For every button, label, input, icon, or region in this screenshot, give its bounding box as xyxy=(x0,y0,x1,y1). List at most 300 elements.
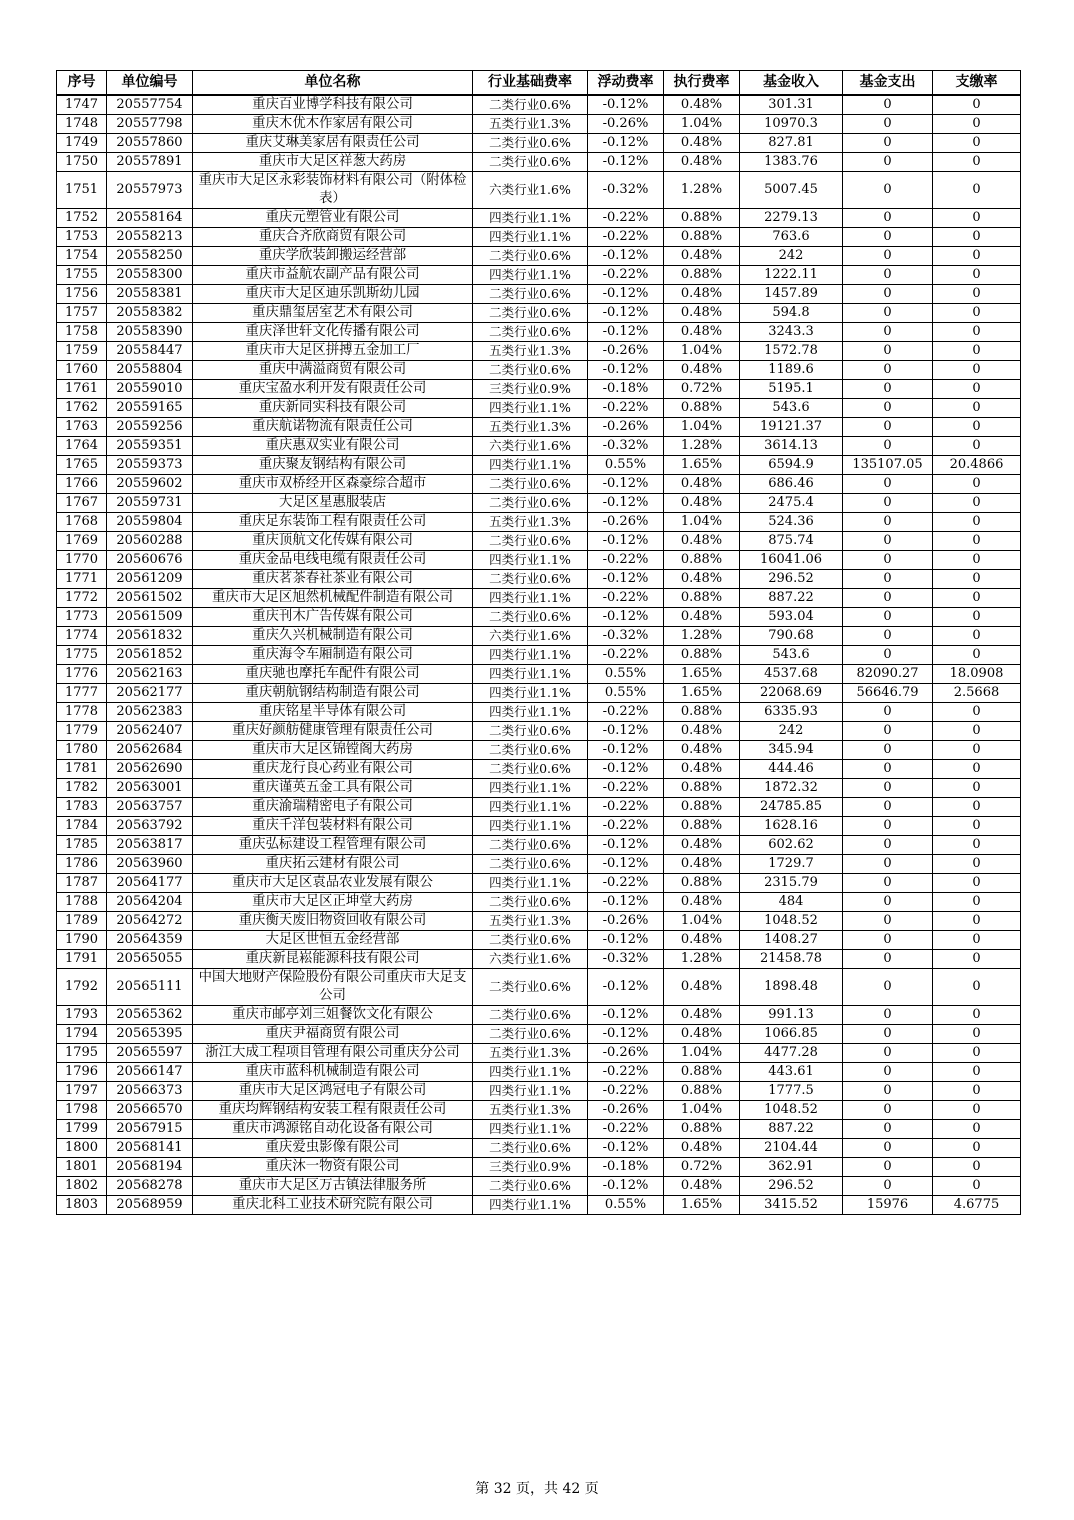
seq-cell: 1790 xyxy=(57,931,107,950)
fund-expense-cell: 15976 xyxy=(843,1196,933,1215)
fund-expense-cell: 0 xyxy=(843,513,933,532)
exec-rate-cell: 0.88% xyxy=(664,874,740,893)
exec-rate-cell: 0.88% xyxy=(664,209,740,228)
fund-table xyxy=(56,70,1021,1215)
pay-ratio-cell: 0 xyxy=(933,494,1021,513)
unit-code-cell: 20562163 xyxy=(107,665,193,684)
table-row xyxy=(57,1063,1021,1082)
base-rate-cell: 二类行业0.6% xyxy=(473,570,588,589)
base-rate-cell: 四类行业1.1% xyxy=(473,798,588,817)
table-row xyxy=(57,1196,1021,1215)
fund-income-cell: 3243.3 xyxy=(740,323,843,342)
exec-rate-cell: 1.65% xyxy=(664,684,740,703)
fund-income-cell: 763.6 xyxy=(740,228,843,247)
unit-name-cell: 重庆渝瑞精密电子有限公司 xyxy=(193,798,473,817)
pay-ratio-cell: 0 xyxy=(933,1177,1021,1196)
exec-rate-cell: 0.48% xyxy=(664,722,740,741)
seq-cell: 1802 xyxy=(57,1177,107,1196)
table-row xyxy=(57,703,1021,722)
seq-cell: 1754 xyxy=(57,247,107,266)
seq-cell: 1748 xyxy=(57,115,107,134)
float-rate-cell: -0.32% xyxy=(588,172,664,209)
seq-cell: 1793 xyxy=(57,1006,107,1025)
table-row xyxy=(57,1177,1021,1196)
seq-cell: 1795 xyxy=(57,1044,107,1063)
table-row xyxy=(57,304,1021,323)
base-rate-cell: 五类行业1.3% xyxy=(473,418,588,437)
seq-cell: 1763 xyxy=(57,418,107,437)
fund-expense-cell: 0 xyxy=(843,931,933,950)
col-header-seq: 序号 xyxy=(57,71,107,96)
fund-expense-cell: 0 xyxy=(843,247,933,266)
pay-ratio-cell: 0 xyxy=(933,342,1021,361)
fund-income-cell: 1729.7 xyxy=(740,855,843,874)
seq-cell: 1753 xyxy=(57,228,107,247)
seq-cell: 1774 xyxy=(57,627,107,646)
col-header-base-rate: 行业基础费率 xyxy=(473,71,588,96)
table-row xyxy=(57,95,1021,115)
float-rate-cell: -0.26% xyxy=(588,1044,664,1063)
exec-rate-cell: 0.48% xyxy=(664,1177,740,1196)
table-row xyxy=(57,817,1021,836)
col-header-float-rate: 浮动费率 xyxy=(588,71,664,96)
unit-code-cell: 20561852 xyxy=(107,646,193,665)
float-rate-cell: -0.12% xyxy=(588,247,664,266)
unit-name-cell: 重庆茗茶春社茶业有限公司 xyxy=(193,570,473,589)
unit-name-cell: 重庆足东装饰工程有限责任公司 xyxy=(193,513,473,532)
seq-cell: 1769 xyxy=(57,532,107,551)
fund-income-cell: 1189.6 xyxy=(740,361,843,380)
base-rate-cell: 四类行业1.1% xyxy=(473,1063,588,1082)
fund-expense-cell: 0 xyxy=(843,418,933,437)
seq-cell: 1755 xyxy=(57,266,107,285)
fund-income-cell: 686.46 xyxy=(740,475,843,494)
fund-income-cell: 345.94 xyxy=(740,741,843,760)
fund-expense-cell: 0 xyxy=(843,209,933,228)
pay-ratio-cell: 0 xyxy=(933,172,1021,209)
seq-cell: 1750 xyxy=(57,153,107,172)
pay-ratio-cell: 0 xyxy=(933,513,1021,532)
exec-rate-cell: 0.88% xyxy=(664,589,740,608)
pay-ratio-cell: 0 xyxy=(933,836,1021,855)
fund-expense-cell: 0 xyxy=(843,1177,933,1196)
pay-ratio-cell: 0 xyxy=(933,741,1021,760)
base-rate-cell: 四类行业1.1% xyxy=(473,456,588,475)
seq-cell: 1761 xyxy=(57,380,107,399)
float-rate-cell: -0.26% xyxy=(588,418,664,437)
base-rate-cell: 二类行业0.6% xyxy=(473,532,588,551)
base-rate-cell: 四类行业1.1% xyxy=(473,551,588,570)
seq-cell: 1781 xyxy=(57,760,107,779)
fund-income-cell: 593.04 xyxy=(740,608,843,627)
float-rate-cell: -0.12% xyxy=(588,475,664,494)
unit-code-cell: 20559731 xyxy=(107,494,193,513)
table-row xyxy=(57,893,1021,912)
unit-name-cell: 重庆宝盈水利开发有限责任公司 xyxy=(193,380,473,399)
unit-code-cell: 20557860 xyxy=(107,134,193,153)
unit-name-cell: 重庆拓云建材有限公司 xyxy=(193,855,473,874)
table-row xyxy=(57,494,1021,513)
exec-rate-cell: 0.88% xyxy=(664,798,740,817)
fund-income-cell: 242 xyxy=(740,247,843,266)
table-row xyxy=(57,361,1021,380)
unit-name-cell: 重庆沐一物资有限公司 xyxy=(193,1158,473,1177)
exec-rate-cell: 0.48% xyxy=(664,304,740,323)
fund-income-cell: 1408.27 xyxy=(740,931,843,950)
pay-ratio-cell: 0 xyxy=(933,779,1021,798)
unit-name-cell: 重庆市益航农副产品有限公司 xyxy=(193,266,473,285)
seq-cell: 1756 xyxy=(57,285,107,304)
fund-expense-cell: 0 xyxy=(843,570,933,589)
fund-income-cell: 22068.69 xyxy=(740,684,843,703)
exec-rate-cell: 1.04% xyxy=(664,1044,740,1063)
base-rate-cell: 四类行业1.1% xyxy=(473,646,588,665)
seq-cell: 1768 xyxy=(57,513,107,532)
float-rate-cell: -0.12% xyxy=(588,323,664,342)
unit-name-cell: 重庆刊木广告传媒有限公司 xyxy=(193,608,473,627)
pay-ratio-cell: 0 xyxy=(933,437,1021,456)
float-rate-cell: -0.12% xyxy=(588,304,664,323)
unit-name-cell: 重庆艾琳美家居有限责任公司 xyxy=(193,134,473,153)
float-rate-cell: -0.22% xyxy=(588,1063,664,1082)
float-rate-cell: -0.22% xyxy=(588,703,664,722)
pay-ratio-cell: 0 xyxy=(933,361,1021,380)
pay-ratio-cell: 0 xyxy=(933,570,1021,589)
float-rate-cell: -0.26% xyxy=(588,1101,664,1120)
fund-income-cell: 443.61 xyxy=(740,1063,843,1082)
base-rate-cell: 二类行业0.6% xyxy=(473,722,588,741)
table-row xyxy=(57,760,1021,779)
seq-cell: 1784 xyxy=(57,817,107,836)
exec-rate-cell: 1.28% xyxy=(664,950,740,969)
exec-rate-cell: 0.48% xyxy=(664,931,740,950)
base-rate-cell: 二类行业0.6% xyxy=(473,494,588,513)
unit-name-cell: 重庆市大足区祥葱大药房 xyxy=(193,153,473,172)
unit-name-cell: 重庆航诺物流有限责任公司 xyxy=(193,418,473,437)
fund-income-cell: 1572.78 xyxy=(740,342,843,361)
unit-name-cell: 重庆衡天废旧物资回收有限公司 xyxy=(193,912,473,931)
table-row xyxy=(57,779,1021,798)
fund-income-cell: 524.36 xyxy=(740,513,843,532)
fund-expense-cell: 0 xyxy=(843,722,933,741)
fund-income-cell: 1383.76 xyxy=(740,153,843,172)
fund-expense-cell: 0 xyxy=(843,1044,933,1063)
fund-income-cell: 242 xyxy=(740,722,843,741)
float-rate-cell: -0.12% xyxy=(588,1139,664,1158)
float-rate-cell: -0.22% xyxy=(588,551,664,570)
base-rate-cell: 二类行业0.6% xyxy=(473,969,588,1006)
base-rate-cell: 四类行业1.1% xyxy=(473,874,588,893)
unit-code-cell: 20565597 xyxy=(107,1044,193,1063)
unit-name-cell: 重庆百业博学科技有限公司 xyxy=(193,95,473,115)
exec-rate-cell: 0.88% xyxy=(664,266,740,285)
seq-cell: 1762 xyxy=(57,399,107,418)
unit-code-cell: 20563001 xyxy=(107,779,193,798)
fund-income-cell: 3614.13 xyxy=(740,437,843,456)
base-rate-cell: 五类行业1.3% xyxy=(473,513,588,532)
base-rate-cell: 二类行业0.6% xyxy=(473,1025,588,1044)
base-rate-cell: 二类行业0.6% xyxy=(473,741,588,760)
unit-name-cell: 大足区星惠服装店 xyxy=(193,494,473,513)
unit-code-cell: 20559165 xyxy=(107,399,193,418)
base-rate-cell: 二类行业0.6% xyxy=(473,1006,588,1025)
exec-rate-cell: 1.28% xyxy=(664,172,740,209)
exec-rate-cell: 0.48% xyxy=(664,1139,740,1158)
seq-cell: 1789 xyxy=(57,912,107,931)
pay-ratio-cell: 0 xyxy=(933,266,1021,285)
float-rate-cell: -0.26% xyxy=(588,342,664,361)
pay-ratio-cell: 0 xyxy=(933,285,1021,304)
unit-code-cell: 20557973 xyxy=(107,172,193,209)
float-rate-cell: -0.18% xyxy=(588,380,664,399)
table-row xyxy=(57,209,1021,228)
base-rate-cell: 五类行业1.3% xyxy=(473,1044,588,1063)
float-rate-cell: -0.12% xyxy=(588,361,664,380)
float-rate-cell: 0.55% xyxy=(588,456,664,475)
fund-expense-cell: 0 xyxy=(843,1063,933,1082)
table-row xyxy=(57,950,1021,969)
table-row xyxy=(57,1120,1021,1139)
fund-income-cell: 5195.1 xyxy=(740,380,843,399)
exec-rate-cell: 0.88% xyxy=(664,1082,740,1101)
exec-rate-cell: 1.04% xyxy=(664,418,740,437)
unit-code-cell: 20558390 xyxy=(107,323,193,342)
seq-cell: 1752 xyxy=(57,209,107,228)
base-rate-cell: 六类行业1.6% xyxy=(473,437,588,456)
exec-rate-cell: 0.48% xyxy=(664,1025,740,1044)
pay-ratio-cell: 0 xyxy=(933,950,1021,969)
page-footer: 第 32 页，共 42 页 xyxy=(475,1481,599,1497)
base-rate-cell: 二类行业0.6% xyxy=(473,893,588,912)
pay-ratio-cell: 0 xyxy=(933,95,1021,115)
unit-name-cell: 重庆好颜舫健康管理有限责任公司 xyxy=(193,722,473,741)
fund-expense-cell: 0 xyxy=(843,1120,933,1139)
fund-expense-cell: 0 xyxy=(843,741,933,760)
unit-name-cell: 重庆市鸿源铭自动化设备有限公司 xyxy=(193,1120,473,1139)
fund-expense-cell: 0 xyxy=(843,589,933,608)
pay-ratio-cell: 0 xyxy=(933,399,1021,418)
seq-cell: 1796 xyxy=(57,1063,107,1082)
seq-cell: 1779 xyxy=(57,722,107,741)
unit-code-cell: 20562684 xyxy=(107,741,193,760)
fund-expense-cell: 0 xyxy=(843,1025,933,1044)
fund-income-cell: 6594.9 xyxy=(740,456,843,475)
float-rate-cell: -0.22% xyxy=(588,817,664,836)
unit-code-cell: 20568141 xyxy=(107,1139,193,1158)
unit-code-cell: 20558447 xyxy=(107,342,193,361)
fund-income-cell: 21458.78 xyxy=(740,950,843,969)
exec-rate-cell: 0.48% xyxy=(664,969,740,1006)
pay-ratio-cell: 0 xyxy=(933,627,1021,646)
unit-name-cell: 重庆新同实科技有限公司 xyxy=(193,399,473,418)
fund-income-cell: 6335.93 xyxy=(740,703,843,722)
unit-code-cell: 20562383 xyxy=(107,703,193,722)
seq-cell: 1783 xyxy=(57,798,107,817)
exec-rate-cell: 0.48% xyxy=(664,836,740,855)
fund-expense-cell: 135107.05 xyxy=(843,456,933,475)
fund-expense-cell: 0 xyxy=(843,608,933,627)
base-rate-cell: 二类行业0.6% xyxy=(473,361,588,380)
fund-income-cell: 4477.28 xyxy=(740,1044,843,1063)
fund-expense-cell: 0 xyxy=(843,798,933,817)
exec-rate-cell: 0.88% xyxy=(664,1063,740,1082)
base-rate-cell: 四类行业1.1% xyxy=(473,684,588,703)
seq-cell: 1770 xyxy=(57,551,107,570)
exec-rate-cell: 0.88% xyxy=(664,646,740,665)
base-rate-cell: 四类行业1.1% xyxy=(473,817,588,836)
exec-rate-cell: 1.28% xyxy=(664,437,740,456)
unit-code-cell: 20565055 xyxy=(107,950,193,969)
fund-income-cell: 16041.06 xyxy=(740,551,843,570)
base-rate-cell: 四类行业1.1% xyxy=(473,665,588,684)
unit-name-cell: 重庆市大足区旭然机械配件制造有限公司 xyxy=(193,589,473,608)
unit-code-cell: 20564359 xyxy=(107,931,193,950)
exec-rate-cell: 0.48% xyxy=(664,608,740,627)
exec-rate-cell: 0.48% xyxy=(664,494,740,513)
table-row xyxy=(57,589,1021,608)
table-row xyxy=(57,456,1021,475)
fund-expense-cell: 0 xyxy=(843,323,933,342)
float-rate-cell: -0.22% xyxy=(588,266,664,285)
exec-rate-cell: 0.48% xyxy=(664,1006,740,1025)
pay-ratio-cell: 0 xyxy=(933,418,1021,437)
table-row xyxy=(57,399,1021,418)
fund-income-cell: 2315.79 xyxy=(740,874,843,893)
unit-code-cell: 20566373 xyxy=(107,1082,193,1101)
unit-code-cell: 20558382 xyxy=(107,304,193,323)
fund-expense-cell: 0 xyxy=(843,285,933,304)
unit-code-cell: 20563817 xyxy=(107,836,193,855)
fund-expense-cell: 0 xyxy=(843,115,933,134)
unit-code-cell: 20558300 xyxy=(107,266,193,285)
seq-cell: 1803 xyxy=(57,1196,107,1215)
unit-code-cell: 20559804 xyxy=(107,513,193,532)
table-row xyxy=(57,342,1021,361)
unit-name-cell: 重庆惠双实业有限公司 xyxy=(193,437,473,456)
base-rate-cell: 六类行业1.6% xyxy=(473,627,588,646)
unit-code-cell: 20568278 xyxy=(107,1177,193,1196)
fund-expense-cell: 0 xyxy=(843,969,933,1006)
float-rate-cell: -0.32% xyxy=(588,627,664,646)
base-rate-cell: 三类行业0.9% xyxy=(473,1158,588,1177)
seq-cell: 1757 xyxy=(57,304,107,323)
unit-name-cell: 重庆尹福商贸有限公司 xyxy=(193,1025,473,1044)
seq-cell: 1760 xyxy=(57,361,107,380)
unit-name-cell: 重庆金品电线电缆有限责任公司 xyxy=(193,551,473,570)
float-rate-cell: -0.12% xyxy=(588,1177,664,1196)
base-rate-cell: 五类行业1.3% xyxy=(473,1101,588,1120)
exec-rate-cell: 1.65% xyxy=(664,456,740,475)
pay-ratio-cell: 0 xyxy=(933,1063,1021,1082)
fund-income-cell: 887.22 xyxy=(740,589,843,608)
pay-ratio-cell: 0 xyxy=(933,247,1021,266)
float-rate-cell: -0.22% xyxy=(588,399,664,418)
fund-income-cell: 827.81 xyxy=(740,134,843,153)
unit-name-cell: 重庆市大足区鸿冠电子有限公司 xyxy=(193,1082,473,1101)
unit-name-cell: 重庆均辉钢结构安装工程有限责任公司 xyxy=(193,1101,473,1120)
seq-cell: 1787 xyxy=(57,874,107,893)
fund-expense-cell: 0 xyxy=(843,134,933,153)
seq-cell: 1764 xyxy=(57,437,107,456)
float-rate-cell: -0.22% xyxy=(588,589,664,608)
fund-income-cell: 1898.48 xyxy=(740,969,843,1006)
float-rate-cell: -0.12% xyxy=(588,836,664,855)
seq-cell: 1794 xyxy=(57,1025,107,1044)
pay-ratio-cell: 0 xyxy=(933,608,1021,627)
fund-income-cell: 10970.3 xyxy=(740,115,843,134)
pay-ratio-cell: 0 xyxy=(933,874,1021,893)
exec-rate-cell: 0.48% xyxy=(664,893,740,912)
seq-cell: 1791 xyxy=(57,950,107,969)
table-row xyxy=(57,1025,1021,1044)
base-rate-cell: 五类行业1.3% xyxy=(473,342,588,361)
base-rate-cell: 二类行业0.6% xyxy=(473,608,588,627)
pay-ratio-cell: 18.0908 xyxy=(933,665,1021,684)
table-row xyxy=(57,836,1021,855)
float-rate-cell: -0.22% xyxy=(588,1082,664,1101)
unit-name-cell: 重庆北科工业技术研究院有限公司 xyxy=(193,1196,473,1215)
unit-code-cell: 20561502 xyxy=(107,589,193,608)
exec-rate-cell: 0.48% xyxy=(664,247,740,266)
exec-rate-cell: 0.48% xyxy=(664,153,740,172)
fund-expense-cell: 0 xyxy=(843,380,933,399)
seq-cell: 1759 xyxy=(57,342,107,361)
unit-name-cell: 重庆聚友钢结构有限公司 xyxy=(193,456,473,475)
fund-income-cell: 991.13 xyxy=(740,1006,843,1025)
seq-cell: 1801 xyxy=(57,1158,107,1177)
unit-code-cell: 20558250 xyxy=(107,247,193,266)
table-row xyxy=(57,437,1021,456)
table-row xyxy=(57,551,1021,570)
unit-code-cell: 20561509 xyxy=(107,608,193,627)
exec-rate-cell: 0.48% xyxy=(664,323,740,342)
unit-code-cell: 20566147 xyxy=(107,1063,193,1082)
seq-cell: 1799 xyxy=(57,1120,107,1139)
base-rate-cell: 二类行业0.6% xyxy=(473,247,588,266)
base-rate-cell: 六类行业1.6% xyxy=(473,950,588,969)
col-header-unit-name: 单位名称 xyxy=(193,71,473,96)
fund-income-cell: 19121.37 xyxy=(740,418,843,437)
base-rate-cell: 二类行业0.6% xyxy=(473,855,588,874)
base-rate-cell: 二类行业0.6% xyxy=(473,323,588,342)
fund-expense-cell: 0 xyxy=(843,646,933,665)
fund-income-cell: 301.31 xyxy=(740,95,843,115)
unit-code-cell: 20560676 xyxy=(107,551,193,570)
fund-income-cell: 1048.52 xyxy=(740,912,843,931)
fund-income-cell: 296.52 xyxy=(740,1177,843,1196)
base-rate-cell: 二类行业0.6% xyxy=(473,760,588,779)
exec-rate-cell: 0.48% xyxy=(664,741,740,760)
base-rate-cell: 四类行业1.1% xyxy=(473,589,588,608)
base-rate-cell: 二类行业0.6% xyxy=(473,475,588,494)
float-rate-cell: -0.32% xyxy=(588,950,664,969)
unit-name-cell: 重庆中满溢商贸有限公司 xyxy=(193,361,473,380)
pay-ratio-cell: 0 xyxy=(933,1044,1021,1063)
unit-code-cell: 20563960 xyxy=(107,855,193,874)
pay-ratio-cell: 0 xyxy=(933,798,1021,817)
float-rate-cell: -0.12% xyxy=(588,532,664,551)
seq-cell: 1771 xyxy=(57,570,107,589)
fund-expense-cell: 0 xyxy=(843,817,933,836)
exec-rate-cell: 0.48% xyxy=(664,475,740,494)
header-row xyxy=(57,71,1021,96)
col-header-fund-expense: 基金支出 xyxy=(843,71,933,96)
table-row xyxy=(57,570,1021,589)
unit-name-cell: 重庆海令车厢制造有限公司 xyxy=(193,646,473,665)
exec-rate-cell: 0.48% xyxy=(664,95,740,115)
table-row xyxy=(57,798,1021,817)
float-rate-cell: -0.26% xyxy=(588,513,664,532)
